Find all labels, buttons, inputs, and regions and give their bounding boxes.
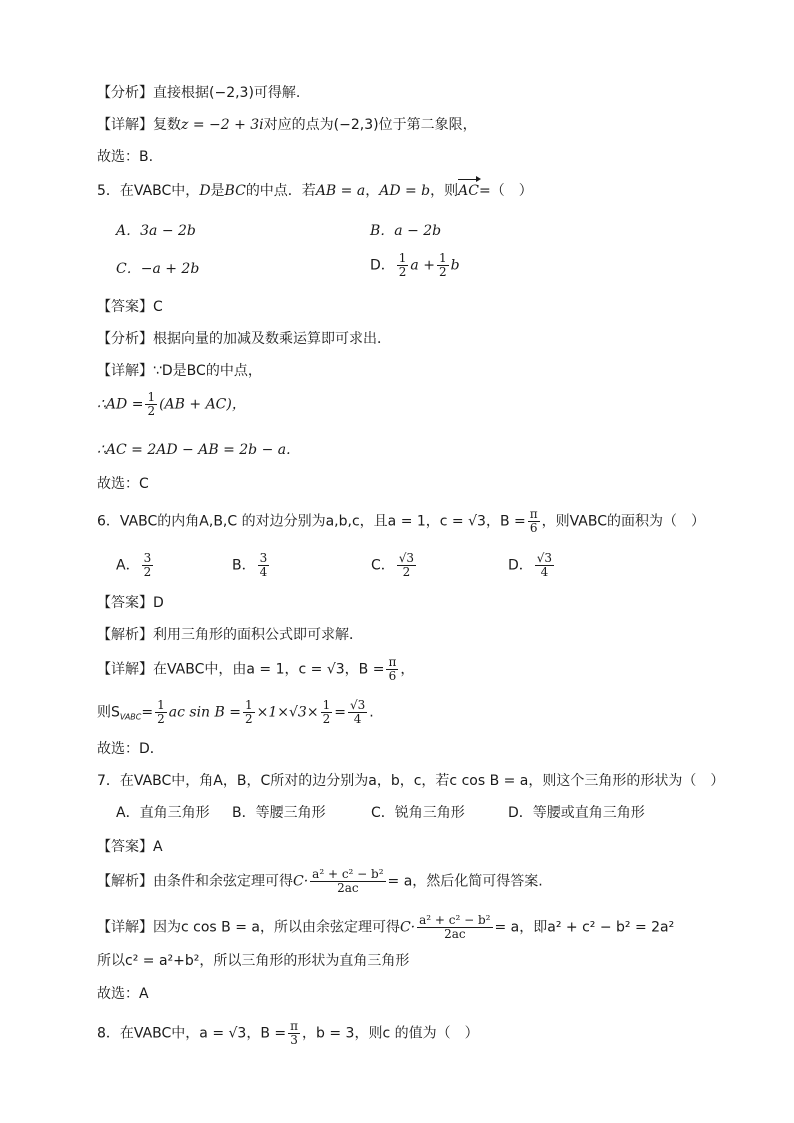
complex-number: z = −2 + 3i	[181, 117, 264, 133]
fraction	[321, 699, 333, 726]
fraction	[142, 552, 154, 579]
q8-end: ，b = 3，则c 的值为（ ）	[302, 1025, 479, 1042]
fraction	[397, 252, 409, 279]
q5-vector-ac: AC	[458, 183, 479, 199]
frac-num: 1	[438, 251, 447, 265]
q5-segment-bc: BC	[224, 183, 246, 199]
q5-point-d: D	[199, 183, 211, 199]
fraction	[310, 868, 385, 895]
frac-den: 2ac	[337, 881, 359, 895]
q7-option-c: C．锐角三角形	[371, 805, 465, 821]
fraction	[258, 552, 270, 579]
select-5: 故选：C	[97, 476, 149, 492]
det7-end: = a，即a² + c² − b² = 2a²	[494, 919, 675, 936]
answer-5: 【答案】C	[97, 299, 163, 315]
det6-eq: =	[141, 704, 154, 721]
q7-option-d: D．等腰或直角三角形	[508, 805, 645, 821]
frac-den: 3	[290, 1033, 298, 1047]
frac-num: π	[388, 655, 397, 669]
det6-period: .	[369, 704, 374, 721]
opt-label: D．	[508, 557, 533, 574]
fraction	[243, 699, 255, 726]
question-5	[97, 181, 533, 201]
q5-vector-ad: AD = b	[379, 183, 431, 199]
frac-num: √3	[398, 551, 415, 565]
fraction	[348, 699, 367, 726]
det5-lhs: ∴AD =	[97, 396, 144, 413]
detail-label: 【详解】复数	[97, 117, 181, 133]
analysis-5: 【分析】根据向量的加减及数乘运算即可求出．	[97, 331, 391, 347]
det6-eq2: =	[334, 704, 346, 721]
opt-label: C．	[371, 557, 395, 574]
q5-d-label: D．	[370, 257, 395, 274]
fraction	[145, 391, 157, 418]
det6-text: 【详解】在VABC中，由a = 1，c = √3，B =	[97, 661, 385, 678]
detail-q4	[97, 115, 477, 135]
q6-text-end: ，则VABC的面积为（ ）	[541, 513, 706, 530]
frac-den: 2	[322, 712, 331, 726]
opt-label: B．	[232, 557, 256, 574]
frac-num: 3	[259, 551, 268, 565]
q6-option-c	[371, 552, 418, 579]
detail-5-b	[97, 391, 246, 418]
q6-option-d	[508, 552, 556, 579]
detail-6-a	[97, 656, 414, 683]
fraction	[535, 552, 554, 579]
analysis-7	[97, 868, 543, 895]
frac-num: 1	[398, 251, 407, 265]
det7-text: 【详解】因为c cos B = a，所以由余弦定理可得	[97, 919, 400, 936]
detail-7-a	[97, 914, 674, 941]
detail-6-b	[97, 699, 374, 728]
opt-label: A．	[116, 557, 140, 574]
frac-num: π	[290, 1019, 299, 1033]
q5-text-1: 5．在VABC中，	[97, 183, 200, 199]
q5-vector-ab: AB = a	[315, 183, 366, 199]
q5-text-2: 是	[210, 183, 225, 199]
question-8	[97, 1020, 479, 1047]
frac-den: 2	[143, 565, 152, 579]
det6-area-label: 则S	[97, 704, 120, 721]
question-6	[97, 508, 705, 535]
q7-option-a: A．直角三角形	[116, 805, 210, 821]
frac-den: 4	[353, 712, 362, 726]
frac-num: 1	[157, 698, 165, 712]
answer-7: 【答案】A	[97, 839, 163, 855]
frac-den: 2	[147, 404, 156, 418]
fraction	[437, 252, 449, 279]
frac-den: 6	[388, 669, 397, 683]
question-7: 7．在VABC中，角A，B，C所对的边分别为a，b，c，若c cos B = a，则这个三角形的形状为（ ）	[97, 773, 725, 789]
frac-den: 2	[438, 265, 447, 279]
fraction	[417, 914, 492, 941]
frac-den: 2ac	[444, 927, 466, 941]
det6-product: ×1×√3×	[256, 704, 319, 721]
q6-option-b	[232, 552, 271, 579]
fraction	[386, 656, 398, 683]
frac-num: √3	[349, 698, 366, 712]
det6-subscript: VABC	[119, 712, 142, 722]
fraction	[397, 552, 416, 579]
frac-den: 2	[398, 265, 407, 279]
q5-text-3: 的中点．若	[245, 183, 316, 199]
det7-c: C·	[399, 919, 416, 936]
frac-num: π	[529, 507, 538, 521]
frac-den: 2	[245, 712, 253, 726]
frac-num: a² + c² − b²	[312, 867, 384, 881]
frac-den: 4	[259, 565, 268, 579]
q6-text: 6．VABC的内角A,B,C 的对边分别为a,b,c，且a = 1，c = √3，B =	[97, 513, 526, 530]
frac-num: 1	[245, 698, 253, 712]
q6-option-a	[116, 552, 155, 579]
select-q4: 故选：B.	[97, 149, 154, 165]
fraction	[528, 508, 540, 535]
q5-option-c: C．−a + 2b	[116, 261, 200, 277]
frac-num: 1	[147, 390, 156, 404]
fraction	[155, 699, 167, 726]
frac-num: √3	[536, 551, 553, 565]
ana7-c: C·	[293, 873, 309, 890]
frac-den: 4	[540, 565, 549, 579]
answer-6: 【答案】D	[97, 595, 164, 611]
q7-option-b: B．等腰三角形	[232, 805, 326, 821]
q5-d-vector: b	[450, 257, 460, 274]
ana7-end: = a，然后化简可得答案.	[387, 873, 543, 890]
analysis-6: 【解析】利用三角形的面积公式即可求解．	[97, 627, 363, 643]
detail-5-a: 【详解】∵D是BC的中点，	[97, 363, 262, 379]
q5-paren: =（ ）	[478, 183, 533, 199]
det5-rhs: (AB + AC)，	[159, 396, 246, 413]
q5-text-4: ，则	[430, 183, 459, 199]
q5-option-d: D． $\frac{1}{2}$ a + $\frac{1}{2}$ b	[370, 251, 460, 279]
select-6: 故选：D．	[97, 741, 164, 757]
q5-option-a: A．3a − 2b	[116, 223, 196, 239]
detail-7-c: 所以c² = a²+b²，所以三角形的形状为直角三角形	[97, 953, 410, 969]
q5-option-b: B．a − 2b	[370, 223, 442, 239]
analysis-q4: 【分析】直接根据(−2,3)可得解.	[97, 85, 301, 101]
frac-den: 2	[402, 565, 411, 579]
q8-text: 8．在VABC中，a = √3，B =	[97, 1025, 287, 1042]
frac-den: 6	[529, 521, 538, 535]
select-7: 故选：A	[97, 986, 149, 1002]
detail-5-c: ∴AC = 2AD − AB = 2b − a.	[97, 442, 291, 458]
q5-comma: ，	[365, 183, 380, 199]
det6-term: ac sin B =	[168, 704, 241, 721]
frac-num: 3	[143, 551, 152, 565]
frac-num: a² + c² − b²	[419, 913, 491, 927]
frac-den: 2	[157, 712, 165, 726]
frac-num: 1	[322, 698, 331, 712]
ana7-text: 【解析】由条件和余弦定理可得	[97, 873, 293, 890]
fraction	[288, 1020, 300, 1047]
det6-end: ，	[400, 661, 415, 678]
detail-text: 对应的点为(−2,3)位于第二象限，	[263, 117, 477, 133]
